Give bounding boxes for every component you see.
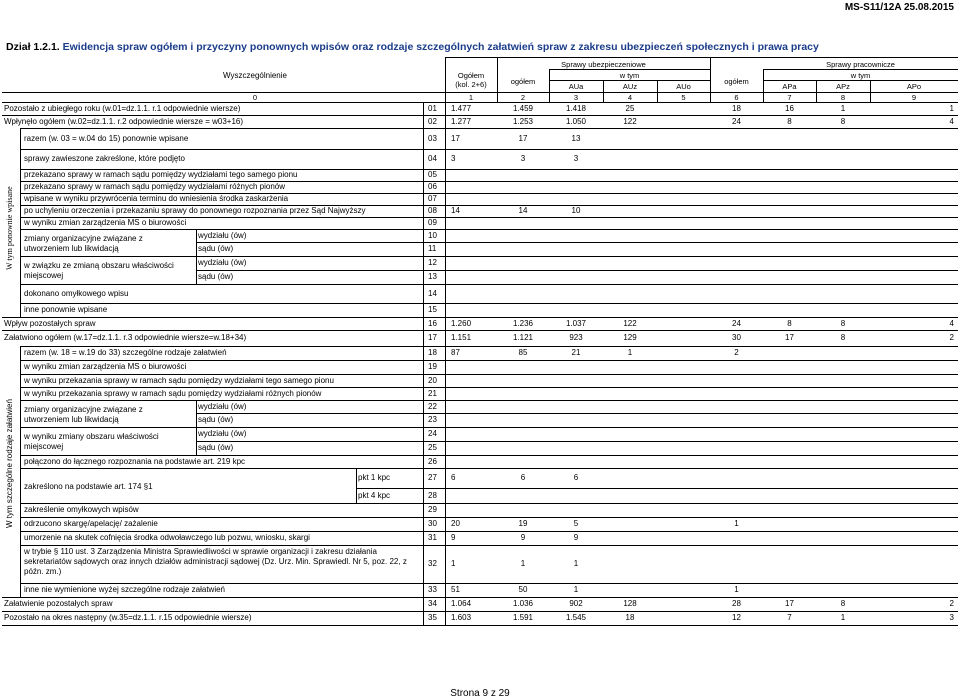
grid-line-vertical <box>423 102 424 625</box>
cell-value: 5 <box>573 519 579 528</box>
header-total-cols: (kol. 2+6) <box>455 80 487 89</box>
row-number: 33 <box>428 585 437 594</box>
cell-value: 6 <box>573 473 579 482</box>
header-insurance-group: Sprawy ubezpieczeniowe <box>561 60 646 69</box>
cell-value: 24 <box>732 116 741 126</box>
grid-line-horizontal <box>20 149 958 150</box>
column-number: 7 <box>787 93 792 102</box>
cell-value: 1.121 <box>512 333 534 342</box>
cell-value: 30 <box>732 333 741 342</box>
grid-line-horizontal <box>2 115 958 116</box>
grid-line-horizontal <box>2 330 958 331</box>
grid-line-horizontal <box>20 181 958 182</box>
row-sub-label: sądu (ów) <box>198 415 234 424</box>
grid-line-horizontal <box>2 611 958 612</box>
header-insurance-total: ogółem <box>510 77 536 86</box>
cell-value: 1.253 <box>512 116 534 126</box>
cell-value: 1.477 <box>451 103 472 113</box>
column-number: 9 <box>911 93 917 102</box>
row-number: 04 <box>428 154 437 163</box>
cell-value: 923 <box>569 333 583 342</box>
cell-value: 12 <box>732 613 741 622</box>
grid-line-horizontal <box>2 625 958 626</box>
row-sub-label: sądu (ów) <box>198 443 234 452</box>
header-col-aua: AUa <box>568 82 584 91</box>
grid-line-horizontal <box>549 69 710 70</box>
cell-value: 8 <box>840 116 846 126</box>
header-labour-total: ogółem <box>724 77 749 86</box>
column-number: 0 <box>252 93 258 102</box>
header-labour-of-which: w tym <box>850 71 871 80</box>
cell-value: 8 <box>787 318 792 328</box>
cell-value: 8 <box>840 599 846 608</box>
grid-line-vertical <box>816 80 817 103</box>
cell-value: 902 <box>569 599 583 608</box>
grid-line-horizontal <box>20 517 958 518</box>
row-number: 20 <box>428 375 437 385</box>
grid-line-horizontal <box>20 360 958 361</box>
row-number: 10 <box>428 230 437 240</box>
grid-line-vertical <box>356 468 357 503</box>
row-label: dokonano omyłkowego wpisu <box>24 288 129 298</box>
cell-value: 1.591 <box>512 613 534 622</box>
cell-value: 8 <box>787 116 792 126</box>
grid-line-horizontal <box>20 193 958 194</box>
row-label: umorzenie na skutek cofnięcia środka odwoławczego lub pozwu, wniosku, skargi <box>24 533 310 542</box>
grid-line-horizontal <box>20 284 958 285</box>
cell-value: 17 <box>518 133 528 143</box>
cell-value: 3 <box>573 154 579 163</box>
row-label: po uchyleniu orzeczenia i przekazaniu sprawy do ponownego rozpoznania przez Sąd Najwyższy <box>24 206 366 215</box>
column-number: 5 <box>681 93 686 102</box>
grid-line-vertical <box>497 57 498 103</box>
column-number: 2 <box>520 93 526 102</box>
row-number: 14 <box>428 288 437 298</box>
grid-line-vertical <box>603 80 604 103</box>
grid-line-vertical <box>445 102 446 625</box>
header-col-apo: APo <box>906 82 922 91</box>
grid-line-vertical <box>196 400 197 455</box>
row-label: inne nie wymienione wyżej szczególne rodzaje załatwień <box>24 585 225 594</box>
cell-value: 1 <box>627 348 633 357</box>
row-sub-label: wydziału (ów) <box>198 401 247 411</box>
row-label: Załatwienie pozostałych spraw <box>4 599 113 608</box>
row-number: 31 <box>428 533 437 542</box>
row-label: przekazano sprawy w ramach sądu pomiędzy wydziałami różnych pionów <box>24 182 286 191</box>
cell-value: 3 <box>451 154 456 163</box>
row-sub-label: sądu (ów) <box>198 244 234 253</box>
grid-line-horizontal <box>20 217 958 218</box>
grid-line-horizontal <box>445 57 958 58</box>
cell-value: 129 <box>623 333 637 342</box>
cell-value: 1.459 <box>512 103 534 113</box>
grid-line-vertical <box>763 69 764 103</box>
cell-value: 2 <box>949 333 954 342</box>
grid-line-vertical <box>445 57 446 103</box>
row-number: 21 <box>428 388 437 398</box>
cell-value: 1.037 <box>565 318 587 328</box>
cell-value: 1.050 <box>565 116 587 126</box>
row-label: w wyniku zmiany obszaru właściwości miejscowej <box>24 432 159 451</box>
cell-value: 1.064 <box>451 599 472 608</box>
header-col-apz: APz <box>836 82 850 91</box>
grid-line-horizontal <box>196 413 958 414</box>
cell-value: 85 <box>518 348 528 357</box>
grid-line-horizontal <box>20 205 958 206</box>
grid-line-horizontal <box>20 387 958 388</box>
row-number: 35 <box>428 613 437 622</box>
side-label-reentered: W tym ponownie wpisane <box>5 186 14 270</box>
header-col-auz: AUz <box>622 82 638 91</box>
row-label: sprawy zawieszone zakreślone, które podjęto <box>24 154 185 163</box>
cell-value: 6 <box>451 473 456 482</box>
header-col-apa: APa <box>782 82 797 91</box>
row-number: 08 <box>428 206 437 215</box>
side-label-special: W tym szczególne rodzaje załatwień <box>5 399 14 528</box>
row-sub-label: pkt 4 kpc <box>358 490 391 500</box>
cell-value: 1.277 <box>451 116 472 126</box>
grid-line-horizontal <box>20 346 958 347</box>
cell-value: 4 <box>949 116 954 126</box>
grid-line-horizontal <box>2 92 958 93</box>
row-number: 17 <box>428 333 437 342</box>
grid-line-horizontal <box>20 400 958 401</box>
grid-line-horizontal <box>20 503 958 504</box>
cell-value: 1.603 <box>451 613 472 622</box>
section-number: Dział 1.2.1. <box>6 41 60 53</box>
grid-line-horizontal <box>20 468 958 469</box>
grid-line-vertical <box>20 128 21 317</box>
grid-line-horizontal <box>196 270 958 271</box>
grid-line-horizontal <box>2 597 958 598</box>
page-number: Strona 9 z 29 <box>450 688 510 699</box>
section-title <box>6 41 819 53</box>
cell-value: 1 <box>840 613 846 622</box>
cell-value: 7 <box>787 613 792 622</box>
row-sub-label: wydziału (ów) <box>198 429 247 438</box>
row-number: 18 <box>428 348 437 357</box>
row-label: odrzucono skargę/apelację/ zażalenie <box>24 519 158 528</box>
row-number: 27 <box>428 473 437 482</box>
cell-value: 3 <box>949 613 954 622</box>
section-title-text: Ewidencja spraw ogółem i przyczyny ponownych wpisów oraz rodzaje szczególnych załatwień spraw z zakresu ubezpieczeń społecznych i prawa pracy <box>62 41 819 53</box>
row-label: w wyniku przekazania sprawy w ramach sądu pomiędzy wydziałami różnych pionów <box>24 388 322 398</box>
row-number: 24 <box>428 429 437 438</box>
row-label: w wyniku zmian zarządzenia MS o biurowości <box>24 362 187 371</box>
row-label: zmiany organizacyjne związane z utworzeniem lub likwidacją <box>24 405 143 424</box>
row-number: 11 <box>428 244 437 253</box>
cell-value: 19 <box>518 519 528 528</box>
cell-value: 9 <box>520 533 526 542</box>
cell-value: 1.260 <box>451 318 472 328</box>
grid-line-horizontal <box>20 531 958 532</box>
row-number: 06 <box>428 182 437 191</box>
grid-line-vertical <box>710 57 711 103</box>
row-label: zakreślono na podstawie art. 174 §1 <box>24 482 153 491</box>
cell-value: 16 <box>785 103 794 113</box>
cell-value: 1 <box>573 559 579 568</box>
cell-value: 1 <box>573 585 579 594</box>
cell-value: 6 <box>520 473 526 482</box>
row-label: w wyniku przekazania sprawy w ramach sądu pomiędzy wydziałami tego samego pionu <box>24 375 334 385</box>
grid-line-horizontal <box>20 229 958 230</box>
cell-value: 1 <box>451 559 456 568</box>
grid-line-horizontal <box>763 69 958 70</box>
row-label: Wpływ pozostałych spraw <box>4 318 96 328</box>
header-col-auo: AUo <box>676 82 691 91</box>
row-label: Załatwiono ogółem (w.17=dz.1.1. r.3 odpowiednie wiersze=w.18+34) <box>4 333 247 342</box>
grid-line-horizontal <box>20 256 958 257</box>
grid-line-horizontal <box>20 169 958 170</box>
row-label: w trybie § 110 ust. 3 Zarządzenia Ministra Sprawiedliwości w sprawie organizacji i zakresu działania sekretariatów sądowych oraz innych działów administracji sądowej (Dz. Urz. Min. Sprawiedl. Nr 5, poz. 22, z późn. zm.) <box>24 547 407 576</box>
row-number: 05 <box>428 170 437 179</box>
row-number: 22 <box>428 401 437 411</box>
row-label: zakreślenie omyłkowych wpisów <box>24 505 139 514</box>
grid-line-horizontal <box>20 374 958 375</box>
row-number: 12 <box>428 258 437 267</box>
grid-line-horizontal <box>20 128 958 129</box>
row-label: w związku ze zmianą obszaru właściwości miejscowej <box>24 261 174 280</box>
cell-value: 24 <box>732 318 741 328</box>
row-number: 09 <box>428 218 437 227</box>
cell-value: 2 <box>949 599 954 608</box>
column-number: 4 <box>627 93 633 102</box>
grid-line-vertical <box>549 69 550 103</box>
grid-line-horizontal <box>20 455 958 456</box>
cell-value: 17 <box>785 333 794 342</box>
grid-line-vertical <box>870 80 871 103</box>
cell-value: 8 <box>840 318 846 328</box>
cell-value: 50 <box>518 585 528 594</box>
row-label: wpisane w wyniku przywrócenia terminu do wniesienia środka zaskarżenia <box>24 194 289 203</box>
grid-line-horizontal <box>549 80 710 81</box>
cell-value: 4 <box>949 318 954 328</box>
row-label: połączono do łącznego rozpoznania na podstawie art. 219 kpc <box>24 456 246 466</box>
cell-value: 17 <box>451 133 460 143</box>
cell-value: 1 <box>734 585 739 594</box>
column-number: 6 <box>734 93 739 102</box>
row-number: 34 <box>428 599 437 608</box>
cell-value: 1.418 <box>565 103 587 113</box>
cell-value: 87 <box>451 348 460 357</box>
row-sub-label: sądu (ów) <box>198 272 234 281</box>
grid-line-horizontal <box>763 80 958 81</box>
row-number: 30 <box>428 519 437 528</box>
row-number: 32 <box>428 559 437 568</box>
row-sub-label: pkt 1 kpc <box>358 473 391 482</box>
grid-line-horizontal <box>20 545 958 546</box>
row-number: 03 <box>428 133 437 143</box>
cell-value: 1.545 <box>565 613 587 622</box>
grid-line-horizontal <box>196 441 958 442</box>
row-number: 15 <box>428 305 437 314</box>
header-total: Ogółem <box>457 71 485 80</box>
cell-value: 25 <box>625 103 635 113</box>
row-label: Pozostało z ubiegłego roku (w.01=dz.1.1. r.1 odpowiednie wiersze) <box>4 103 241 113</box>
cell-value: 20 <box>451 519 460 528</box>
row-number: 02 <box>428 116 437 126</box>
row-label: przekazano sprawy w ramach sądu pomiędzy wydziałami tego samego pionu <box>24 170 298 179</box>
grid-line-horizontal <box>356 488 958 489</box>
cell-value: 122 <box>623 318 637 328</box>
row-sub-label: wydziału (ów) <box>198 230 247 240</box>
cell-value: 10 <box>571 206 581 215</box>
row-number: 19 <box>428 362 437 371</box>
row-label: zmiany organizacyjne związane z utworzeniem lub likwidacją <box>24 234 143 253</box>
row-label: razem (w. 18 = w.19 do 33) szczególne rodzaje załatwień <box>24 348 227 357</box>
grid-line-horizontal <box>2 317 958 318</box>
cell-value: 18 <box>625 613 635 622</box>
cell-value: 3 <box>520 154 526 163</box>
row-label: Pozostało na okres następny (w.35=dz.1.1. r.15 odpowiednie wiersze) <box>4 613 252 622</box>
cell-value: 1.036 <box>512 599 534 608</box>
cell-value: 8 <box>840 333 846 342</box>
row-label: inne ponownie wpisane <box>24 305 108 314</box>
column-number: 1 <box>468 93 474 102</box>
grid-line-horizontal <box>20 303 958 304</box>
cell-value: 14 <box>451 206 460 215</box>
row-label: Wpłynęło ogółem (w.02=dz.1.1. r.2 odpowiednie wiersze = w03+16) <box>4 116 244 126</box>
cell-value: 1 <box>840 103 846 113</box>
cell-value: 122 <box>623 116 637 126</box>
row-label: razem (w. 03 = w.04 do 15) ponownie wpisane <box>24 133 189 143</box>
header-insurance-of-which: w tym <box>619 71 640 80</box>
grid-line-vertical <box>196 229 197 284</box>
column-number: 8 <box>840 93 846 102</box>
cell-value: 51 <box>451 585 460 594</box>
row-label: w wyniku zmian zarządzenia MS o biurowości <box>24 218 187 227</box>
cell-value: 2 <box>734 348 739 357</box>
cell-value: 1 <box>949 103 954 113</box>
cell-value: 18 <box>732 103 741 113</box>
cell-value: 1 <box>520 559 526 568</box>
row-number: 07 <box>428 194 437 203</box>
cell-value: 9 <box>573 533 579 542</box>
grid-line-vertical <box>20 346 21 597</box>
column-number: 3 <box>573 93 579 102</box>
grid-line-horizontal <box>20 427 958 428</box>
row-number: 28 <box>428 490 437 500</box>
row-sub-label: wydziału (ów) <box>198 258 247 267</box>
form-code: MS-S11/12A 25.08.2015 <box>844 2 954 13</box>
row-number: 26 <box>428 456 437 466</box>
header-description: Wyszczególnienie <box>223 71 287 80</box>
cell-value: 1.236 <box>512 318 534 328</box>
cell-value: 13 <box>571 133 581 143</box>
cell-value: 1.151 <box>451 333 472 342</box>
grid-line-horizontal <box>196 242 958 243</box>
row-number: 13 <box>428 272 437 281</box>
header-labour-group: Sprawy pracownicze <box>826 60 895 69</box>
grid-line-horizontal <box>20 583 958 584</box>
row-number: 23 <box>428 415 437 424</box>
cell-value: 1 <box>734 519 739 528</box>
cell-value: 21 <box>571 348 581 357</box>
cell-value: 128 <box>623 599 637 608</box>
row-number: 29 <box>428 505 437 514</box>
grid-line-vertical <box>657 80 658 103</box>
cell-value: 28 <box>732 599 741 608</box>
cell-value: 17 <box>785 599 794 608</box>
cell-value: 14 <box>518 206 528 215</box>
cell-value: 9 <box>451 533 456 542</box>
row-number: 01 <box>428 103 437 113</box>
row-number: 16 <box>428 318 437 328</box>
row-number: 25 <box>428 443 437 452</box>
